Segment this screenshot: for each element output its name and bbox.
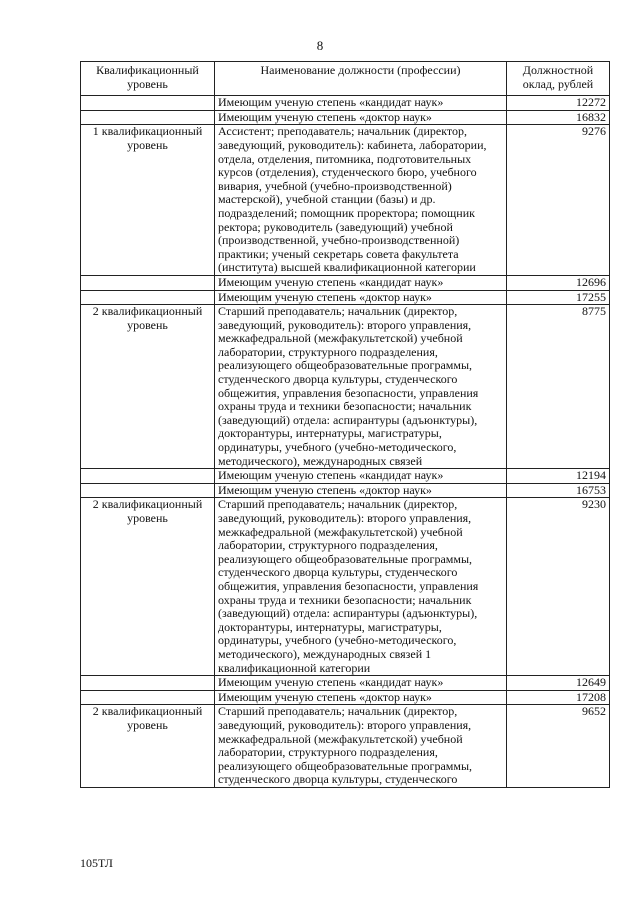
table-row: [81, 96, 610, 111]
table-row: [81, 705, 610, 788]
salary-cell: 16753: [507, 483, 610, 498]
level-cell: [81, 676, 215, 691]
table-row: [81, 469, 610, 484]
level-cell: 2 квалификационный уровень: [81, 705, 215, 788]
salary-cell: 9652: [507, 705, 610, 788]
level-cell: 2 квалификационный уровень: [81, 305, 215, 469]
table-row: [81, 483, 610, 498]
salary-cell: 16832: [507, 110, 610, 125]
header-position-name: Наименование должности (профессии): [215, 62, 507, 96]
table-row: [81, 290, 610, 305]
level-cell: 2 квалификационный уровень: [81, 498, 215, 676]
level-cell: [81, 469, 215, 484]
level-cell: 1 квалификационный уровень: [81, 125, 215, 276]
position-cell: Старший преподаватель; начальник (директор, заведующий, руководитель): второго управления, межкафедральной (межфакультетской) учебной лаборатории, структурного подразделения, реализующего общеобразовательные программы, студенческого дворца культуры, студенческого: [215, 705, 507, 788]
level-cell: [81, 275, 215, 290]
position-cell: Имеющим ученую степень «кандидат наук»: [215, 676, 507, 691]
level-cell: [81, 483, 215, 498]
table-row: [81, 275, 610, 290]
level-cell: [81, 290, 215, 305]
header-qualification-level: Квалификационный уровень: [81, 62, 215, 96]
position-cell: Имеющим ученую степень «доктор наук»: [215, 690, 507, 705]
table-row: [81, 125, 610, 276]
table-row: [81, 110, 610, 125]
table-row: [81, 498, 610, 676]
table-header-row: [81, 62, 610, 96]
position-cell: Ассистент; преподаватель; начальник (директор, заведующий, руководитель): кабинета, лаборатории, отдела, отделения, питомника, подготовительных курсов (отделения), студенческого бюро, учебного вивария, учебной (учебно-производственной) мастерской), учебной станции (базы) и др. подразделений; помощник проректора; помощник ректора; руководитель (заведующий) учебной (производственной, учебно-производственной) практики; ученый секретарь совета факультета (института) высшей квалификационной категории: [215, 125, 507, 276]
position-cell: Имеющим ученую степень «кандидат наук»: [215, 96, 507, 111]
page-number: 8: [316, 38, 324, 53]
level-cell: [81, 96, 215, 111]
salary-cell: 9230: [507, 498, 610, 676]
position-cell: Имеющим ученую степень «доктор наук»: [215, 110, 507, 125]
salary-table: [80, 61, 610, 788]
position-cell: Старший преподаватель; начальник (директор, заведующий, руководитель): второго управления, межкафедральной (межфакультетской) учебной лаборатории, структурного подразделения, реализующего общеобразовательные программы, студенческого дворца культуры, студенческого общежития, управления безопасности, управления охраны труда и техники безопасности; начальник (заведующий) отдела: аспирантуры (адъюнктуры), докторантуры, интернатуры, магистратуры, ординатуры, учебного (учебно-методического, методического), международных связей 1 квалификационной категории: [215, 498, 507, 676]
salary-cell: 12649: [507, 676, 610, 691]
level-cell: [81, 690, 215, 705]
position-cell: Имеющим ученую степень «кандидат наук»: [215, 275, 507, 290]
salary-cell: 12272: [507, 96, 610, 111]
salary-cell: 9276: [507, 125, 610, 276]
document-code: 105ТЛ: [80, 856, 113, 870]
header-salary: Должностной оклад, рублей: [507, 62, 610, 96]
position-cell: Имеющим ученую степень «доктор наук»: [215, 483, 507, 498]
salary-cell: 12194: [507, 469, 610, 484]
table-row: [81, 676, 610, 691]
salary-cell: 17255: [507, 290, 610, 305]
salary-cell: 17208: [507, 690, 610, 705]
level-cell: [81, 110, 215, 125]
table-row: [81, 690, 610, 705]
position-cell: Имеющим ученую степень «доктор наук»: [215, 290, 507, 305]
salary-cell: 8775: [507, 305, 610, 469]
table-row: [81, 305, 610, 469]
salary-cell: 12696: [507, 275, 610, 290]
position-cell: Старший преподаватель; начальник (директор, заведующий, руководитель): второго управления, межкафедральной (межфакультетской) учебной лаборатории, структурного подразделения, реализующего общеобразовательные программы, студенческого дворца культуры, студенческого общежития, управления безопасности, управления охраны труда и техники безопасности; начальник (заведующий) отдела: аспирантуры (адъюнктуры), докторантуры, интернатуры, магистратуры, ординатуры, учебного (учебно-методического, методического), международных связей: [215, 305, 507, 469]
position-cell: Имеющим ученую степень «кандидат наук»: [215, 469, 507, 484]
